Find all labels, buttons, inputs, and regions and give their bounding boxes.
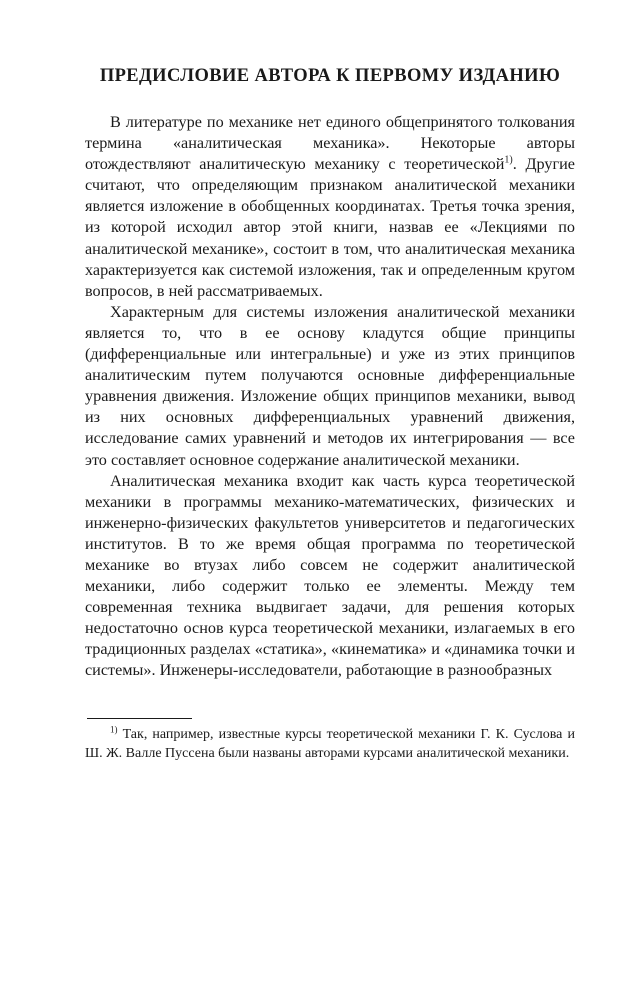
footnote-text: Так, например, известные курсы теоретической механики Г. К. Суслова и Ш. Ж. Валле Пуссена были названы авторами курсами аналитической механики. [85,727,575,761]
footnote-marker: 1) [110,724,118,735]
page-title: ПРЕДИСЛОВИЕ АВТОРА К ПЕРВОМУ ИЗДАНИЮ [99,66,561,86]
footnote-divider [87,718,192,719]
footnote-reference: 1) [504,154,513,166]
paragraph-1-text-before-ref: В литературе по механике нет единого общепринятого толкования термина «аналитическая механика». Некоторые авторы отождествляют аналитическую механику с теоретической [85,113,575,174]
paragraph-3: Аналитическая механика входит как часть курса теоретической механики в программы механико-математических, физических и инженерно-физических факультетов университетов и педагогических институтов. В то же время общая программа по теоретической механике во втузах либо совсем не содержит аналитической механики, либо содержит только ее элементы. Между тем современная техника выдвигает задачи, для решения которых недостаточно основ курса теоретической механики, излагаемых в его традиционных разделах «статика», «кинематика» и «динамика точки и системы». Инженеры-исследователи, работающие в разнообразных [85,471,575,680]
paragraph-2: Характерным для системы изложения аналитической механики является то, что в ее основу кладутся общие принципы (дифференциальные или интегральные) и уже из этих принципов аналитическим путем получаются основные дифференциальные уравнения движения. Изложение общих принципов механики, вывод из них основных дифференциальных уравнений движения, исследование самих уравнений и методов их интегрирования — все это составляет основное содержание аналитической механики. [85,302,575,469]
body-text [85,112,575,682]
footnote [85,726,575,763]
paragraph-1-text-after-ref: . Другие считают, что определяющим признаком аналитической механики является изложение в обобщенных координатах. Третья точка зрения, из которой исходил автор этой книги, назвав ее «Лекциями по аналитической механике», состоит в том, что аналитическая механика характеризуется как системой изложения, так и определенным кругом вопросов, в ней рассматриваемых. [85,155,575,300]
paragraph-1 [85,112,575,302]
